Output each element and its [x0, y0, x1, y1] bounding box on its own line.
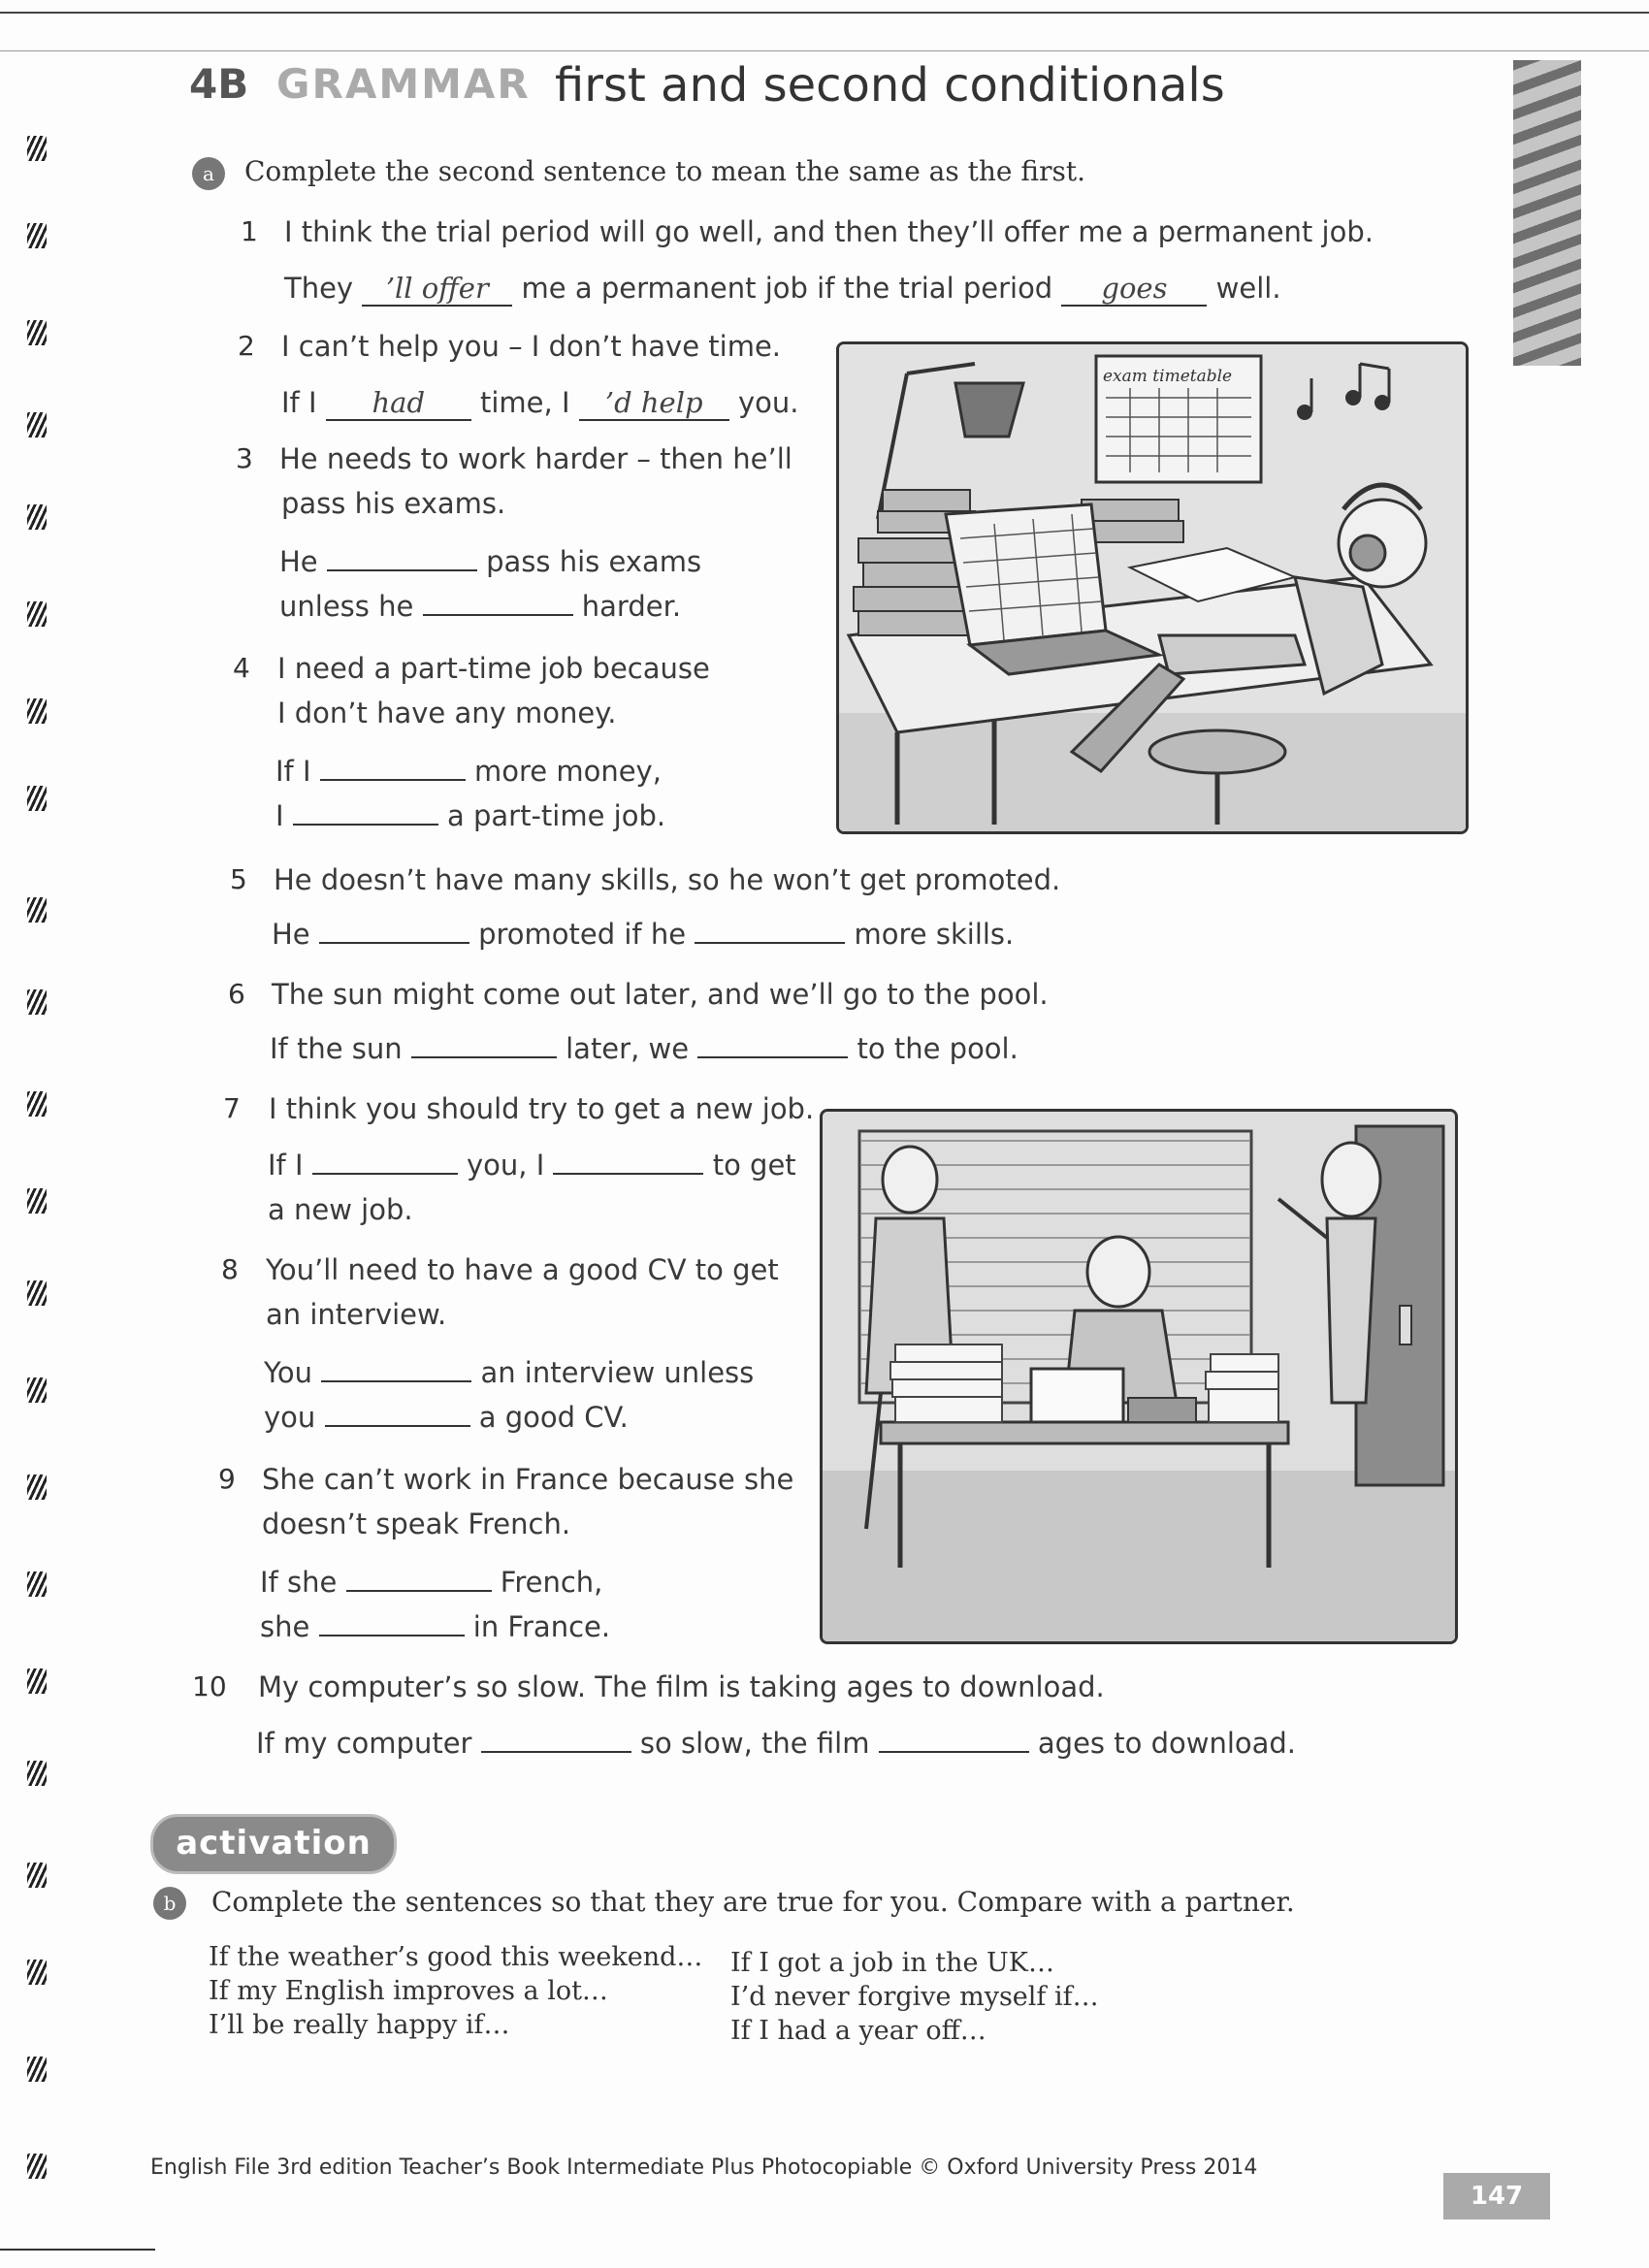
activation-right-list — [730, 1946, 1099, 2048]
text-fragment: in France. — [472, 1610, 611, 1643]
item-4-first-l1: I need a part-time job because — [277, 652, 710, 685]
answer-blank[interactable] — [325, 1425, 470, 1427]
text-fragment: I — [275, 799, 284, 832]
text-fragment: more skills. — [854, 918, 1015, 951]
item-8-first-l1: You’ll need to have a good CV to get — [266, 1253, 779, 1286]
text-fragment: me a permanent job if the trial period — [521, 272, 1053, 305]
text-fragment: a part-time job. — [447, 799, 666, 832]
list-item: If the weather’s good this weekend… — [209, 1942, 703, 1972]
illustration-office-drawing — [823, 1112, 1455, 1641]
text-fragment: If she — [260, 1566, 338, 1599]
text-fragment: an interview unless — [480, 1356, 755, 1389]
item-8-second-l1 — [264, 1356, 754, 1389]
illustration-student-drawing — [839, 344, 1466, 831]
text-fragment: If the sun — [270, 1032, 403, 1065]
item-number: 8 — [221, 1253, 239, 1285]
text-fragment: a good CV. — [478, 1401, 629, 1434]
text-fragment: later, we — [566, 1032, 690, 1065]
item-7-second-l1 — [268, 1149, 796, 1182]
item-5-first: He doesn’t have many skills, so he won’t get promoted. — [274, 863, 1061, 896]
answer-blank[interactable]: ’d help — [579, 386, 729, 421]
item-number: 3 — [236, 442, 253, 474]
answer-blank[interactable]: goes — [1061, 272, 1207, 307]
text-fragment: she — [260, 1610, 310, 1643]
answer-blank[interactable]: ’ll offer — [362, 272, 512, 307]
text-fragment: harder. — [581, 590, 682, 623]
text-fragment: to get — [712, 1149, 796, 1182]
answer-blank[interactable] — [346, 1590, 492, 1592]
text-fragment: He — [279, 545, 318, 578]
item-8-first-l2: an interview. — [266, 1298, 447, 1331]
item-4-second-l1 — [275, 755, 662, 788]
exercise-a-badge: a — [192, 157, 225, 190]
item-number: 2 — [238, 330, 255, 362]
item-3-second-l1 — [279, 545, 701, 578]
top-rule-thin — [0, 50, 1649, 51]
activation-label: activation — [150, 1814, 397, 1874]
item-2-second — [281, 386, 798, 421]
item-6-first: The sun might come out later, and we’ll go to the pool. — [272, 978, 1049, 1011]
text-fragment: well. — [1215, 272, 1281, 305]
answer-blank[interactable] — [312, 1173, 458, 1175]
text-fragment: you, I — [466, 1149, 545, 1182]
text-fragment: ages to download. — [1037, 1727, 1297, 1760]
list-item: If I got a job in the UK… — [730, 1948, 1054, 1978]
item-1-first: I think the trial period will go well, and then they’ll offer me a permanent job. — [284, 215, 1374, 248]
exercise-a-instruction: Complete the second sentence to mean the same as the first. — [244, 155, 1085, 187]
item-6-second — [270, 1032, 1018, 1065]
answer-blank[interactable] — [553, 1173, 703, 1175]
answer-blank[interactable] — [695, 942, 845, 944]
answer-blank[interactable] — [411, 1056, 557, 1058]
item-9-first-l2: doesn’t speak French. — [262, 1507, 571, 1540]
text-fragment: French, — [500, 1566, 603, 1599]
text-fragment: You — [264, 1356, 312, 1389]
item-4-second-l2 — [275, 799, 665, 832]
item-number: 10 — [192, 1670, 227, 1702]
item-9-first-l1: She can’t work in France because she — [262, 1463, 794, 1496]
text-fragment: If I — [268, 1149, 304, 1182]
item-number: 1 — [241, 215, 258, 247]
item-number: 4 — [233, 652, 250, 684]
text-fragment: to the pool. — [857, 1032, 1018, 1065]
answer-blank[interactable] — [321, 1380, 471, 1382]
bottom-rule — [0, 2249, 155, 2251]
item-9-second-l1 — [260, 1566, 602, 1599]
activation-left-list — [209, 1940, 702, 2042]
item-number: 9 — [218, 1463, 236, 1495]
text-fragment: He — [272, 918, 310, 951]
text-fragment: promoted if he — [478, 918, 687, 951]
list-item: I’ll be really happy if… — [209, 2010, 510, 2040]
item-number: 5 — [230, 863, 247, 895]
item-number: 7 — [223, 1092, 241, 1124]
text-fragment: so slow, the film — [639, 1727, 870, 1760]
page-number: 147 — [1443, 2173, 1550, 2219]
unit-number: 4B — [189, 60, 249, 108]
answer-blank[interactable] — [320, 779, 466, 781]
text-fragment: They — [284, 272, 354, 305]
text-fragment: If I — [281, 386, 317, 419]
section-word: GRAMMAR — [276, 60, 531, 108]
text-fragment: more money, — [473, 755, 662, 788]
text-fragment: pass his exams — [486, 545, 702, 578]
item-5-second — [272, 918, 1014, 951]
item-7-second-l2: a new job. — [268, 1193, 413, 1226]
list-item: If I had a year off… — [730, 2016, 986, 2046]
text-fragment: you. — [737, 386, 799, 419]
answer-blank[interactable] — [697, 1056, 848, 1058]
item-10-first: My computer’s so slow. The film is taking ages to download. — [258, 1670, 1105, 1703]
exercise-b-badge: b — [153, 1887, 186, 1920]
text-fragment: If I — [275, 755, 311, 788]
answer-blank[interactable] — [327, 569, 477, 571]
answer-blank[interactable] — [423, 614, 573, 616]
item-1-second — [284, 272, 1281, 307]
answer-blank[interactable] — [319, 1635, 465, 1636]
item-3-first-l2: pass his exams. — [281, 487, 506, 520]
answer-blank[interactable] — [481, 1751, 631, 1753]
text-fragment: unless he — [279, 590, 414, 623]
list-item: If my English improves a lot… — [209, 1976, 608, 2006]
decorative-stripe — [1513, 60, 1581, 366]
item-7-first: I think you should try to get a new job. — [269, 1092, 815, 1125]
answer-blank[interactable] — [319, 942, 469, 944]
item-9-second-l2 — [260, 1610, 610, 1643]
answer-blank[interactable]: had — [326, 386, 471, 421]
text-fragment: If my computer — [256, 1727, 472, 1760]
page-title: first and second conditionals — [555, 58, 1225, 113]
timetable-label: exam timetable — [1103, 367, 1233, 386]
item-2-first: I can’t help you – I don’t have time. — [281, 330, 782, 363]
text-fragment: you — [264, 1401, 316, 1434]
item-3-second-l2 — [279, 590, 681, 623]
answer-blank[interactable] — [293, 824, 438, 826]
item-4-first-l2: I don’t have any money. — [277, 697, 617, 729]
item-3-first-l1: He needs to work harder – then he’ll — [279, 442, 792, 475]
illustration-student-studying — [836, 341, 1469, 834]
item-number: 6 — [228, 978, 245, 1010]
item-8-second-l2 — [264, 1401, 629, 1434]
list-item: I’d never forgive myself if… — [730, 1982, 1099, 2012]
text-fragment: time, I — [479, 386, 570, 419]
illustration-office-worker — [820, 1109, 1458, 1644]
answer-blank[interactable] — [879, 1751, 1029, 1753]
item-10-second — [256, 1727, 1296, 1760]
footer-credit: English File 3rd edition Teacher’s Book Intermediate Plus Photocopiable © Oxford University Press 2014 — [150, 2155, 1258, 2180]
exercise-b-instruction: Complete the sentences so that they are true for you. Compare with a partner. — [211, 1886, 1295, 1918]
top-rule — [0, 12, 1649, 14]
